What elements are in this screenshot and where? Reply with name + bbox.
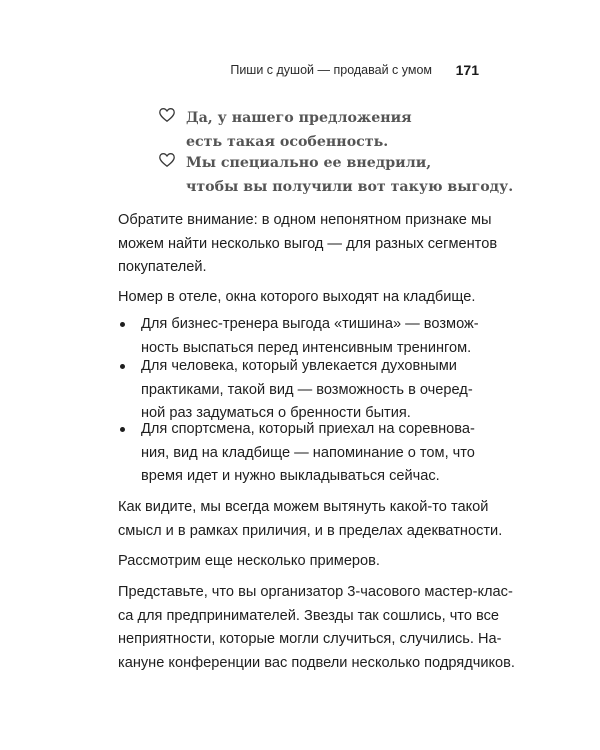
- text-line: Номер в отеле, окна которого выходят на кладбище.: [118, 289, 476, 305]
- running-title: Пиши с душой — продавай с умом: [230, 63, 432, 77]
- bullet-icon: [120, 364, 125, 369]
- text-line: практиками, такой вид — возможность в очеред-: [141, 381, 473, 398]
- text-line: время идет и нужно выкладываться сейчас.: [141, 468, 440, 484]
- paragraph-imagine: [118, 581, 515, 675]
- heart-outline-icon: [158, 151, 176, 169]
- text-line: Для бизнес-тренера выгода «тишина» — возмож-: [141, 316, 479, 332]
- text-line: Представьте, что вы организатор 3-часового мастер-клас-: [118, 584, 513, 600]
- text-line: ной раз задуматься о бренности бытия.: [141, 405, 411, 421]
- bullet-text: [141, 355, 488, 426]
- bullet-item: [118, 355, 488, 426]
- text-line: чтобы вы получили вот такую выгоду.: [186, 179, 514, 195]
- bullet-icon: [120, 427, 125, 432]
- text-line: можем найти несколько выгод — для разных сегментов: [118, 235, 498, 252]
- bullet-item: [118, 418, 488, 489]
- text-line: ность выспаться перед интенсивным тренингом.: [141, 339, 472, 356]
- text-line: са для предпринимателей. Звезды так сошлись, что все: [118, 607, 500, 624]
- paragraph-examples: [118, 550, 488, 574]
- text-line: Для спортсмена, который приехал на соревнова-: [141, 421, 475, 437]
- text-line: Мы специально ее внедрили,: [186, 155, 432, 171]
- bullet-text: [141, 313, 488, 360]
- paragraph-hotel: [118, 286, 488, 310]
- text-line: Да, у нашего предложения: [186, 110, 412, 126]
- text-line: ния, вид на кладбище — напоминание о том, что: [141, 444, 475, 461]
- paragraph-meaning: [118, 496, 503, 543]
- heart-list-item: [158, 106, 478, 154]
- page-number: 171: [455, 62, 479, 78]
- text-line: неприятности, которые могли случиться, случились. На-: [118, 631, 502, 647]
- paragraph-attention: [118, 209, 498, 280]
- text-line: Как видите, мы всегда можем вытянуть какой-то такой: [118, 499, 489, 515]
- bullet-item: [118, 313, 488, 360]
- text-line: Рассмотрим еще несколько примеров.: [118, 553, 380, 569]
- text-line: покупателей.: [118, 259, 207, 275]
- text-line: Для человека, который увлекается духовными: [141, 358, 457, 374]
- text-line: смысл и в рамках приличия, и в пределах адекватности.: [118, 522, 503, 539]
- text-line: есть такая особенность.: [186, 134, 389, 150]
- heart-outline-icon: [158, 106, 176, 124]
- text-line: Обратите внимание: в одном непонятном признаке мы: [118, 212, 492, 228]
- heart-item-text: [186, 151, 514, 199]
- bullet-text: [141, 418, 488, 489]
- bullet-icon: [120, 322, 125, 327]
- text-line: кануне конференции вас подвели несколько подрядчиков.: [118, 654, 515, 671]
- heart-list-item: [158, 151, 514, 199]
- running-header: [0, 63, 600, 83]
- heart-item-text: [186, 106, 478, 154]
